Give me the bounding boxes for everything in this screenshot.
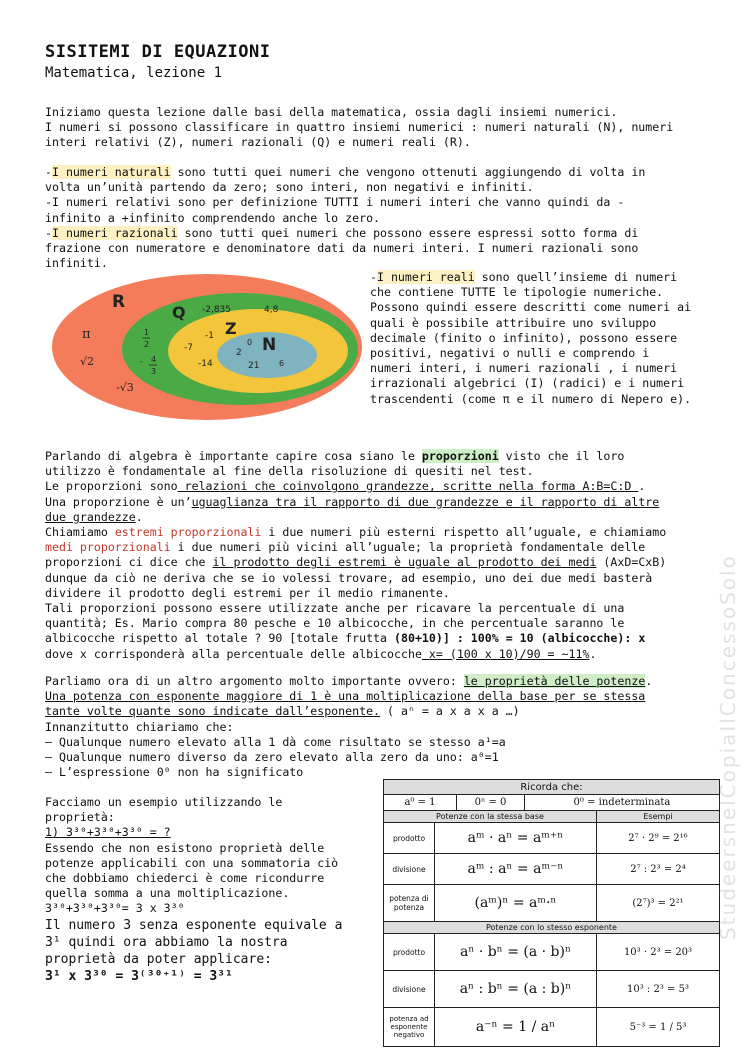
medi-term: medi proporzionali	[45, 540, 171, 555]
table-row	[384, 1008, 720, 1047]
text-line: Facciamo un esempio utilizzando le	[45, 795, 283, 809]
text: .	[589, 646, 597, 661]
intro-paragraph	[45, 105, 705, 151]
value-q: 2	[144, 340, 150, 349]
label-q: Q	[172, 303, 186, 322]
text: albicocche rispetto al totale ? 90 [totale frutta	[45, 631, 395, 646]
relativi-line-1: -I numeri relativi sono per definizione TUTTI i numeri interi che vanno quindi da -	[45, 195, 625, 210]
row-name: potenza di potenza	[384, 885, 435, 922]
value-q: 4	[151, 355, 157, 364]
reali-line: Possono quindi essere descritti come numeri ai	[370, 300, 692, 315]
value-q: 1	[144, 328, 150, 337]
proporzioni-section	[45, 449, 710, 662]
text-line	[45, 631, 710, 646]
text-line: Il numero 3 senza esponente equivale a	[45, 917, 343, 933]
value-q: 4,8	[264, 305, 279, 315]
table-row	[384, 795, 720, 811]
example: 2⁷ : 2³ = 2⁴	[597, 854, 720, 885]
ricorda-table-main	[383, 810, 720, 1047]
value-z: -14	[198, 359, 213, 369]
table-section-row	[384, 922, 720, 934]
value-q: -2,835	[202, 305, 232, 315]
formula: (aᵐ)ⁿ = aᵐ·ⁿ	[435, 885, 597, 922]
text-line	[45, 479, 710, 494]
text: visto che il loro	[498, 449, 625, 463]
bullet-text: Qualunque numero elevato alla 1 dà come risultato se stesso a¹=a	[58, 734, 506, 749]
table-title-row	[384, 780, 720, 795]
label-z: Z	[225, 319, 237, 338]
underlined-text: x= (100 x 10)/90 = ~11%	[421, 646, 590, 661]
example: 10³ : 2³ = 5³	[597, 971, 720, 1008]
intro-line: Iniziamo questa lezione dalle basi della matematica, ossia dagli insiemi numerici.	[45, 105, 618, 119]
naturali-line-1	[45, 165, 705, 180]
label-n: N	[262, 335, 277, 355]
text: .	[638, 479, 646, 494]
potenze-section	[45, 674, 710, 780]
dash: -	[45, 225, 52, 240]
dash: -	[45, 165, 52, 179]
text-line: che dobbiamo chiederci è come ricondurre	[45, 871, 325, 886]
watermark: StudeersnelCopiaIlConcessoSolo	[716, 554, 740, 940]
table-title: Ricorda che:	[384, 780, 720, 795]
bullet-text: Qualunque numero diverso da zero elevato alla zero da uno: a⁰=1	[58, 750, 499, 765]
naturali-line-2: volta un’unità partendo da zero; sono interi, non negativi e infiniti.	[45, 180, 534, 195]
value-n: 0	[247, 338, 253, 347]
text-line	[45, 540, 710, 555]
table-section: Esempi	[597, 811, 720, 823]
text-line: Tali proporzioni possono essere utilizzate anche per ricavare la percentuale di una	[45, 601, 625, 616]
text-line	[45, 704, 710, 719]
text: i due numeri più vicini all’uguale; la proprietà fondamentale delle	[170, 540, 646, 555]
definitions	[45, 165, 705, 271]
table-row	[384, 934, 720, 971]
formula: aᵐ · aⁿ = aᵐ⁺ⁿ	[435, 823, 597, 854]
text-line	[45, 449, 710, 464]
text-line: utilizzo è fondamentale al fine della risoluzione di quesiti nel test.	[45, 464, 534, 479]
reali-paragraph	[370, 270, 730, 407]
text-line: Innanzitutto chiariamo che:	[45, 719, 234, 734]
text: Le proporzioni sono	[45, 479, 178, 494]
table-row	[384, 854, 720, 885]
text: .	[645, 674, 653, 688]
bullet-text: L’espressione 0⁰ non ha significato	[58, 765, 304, 780]
text-line: 3¹ quindi ora abbiamo la nostra	[45, 934, 288, 950]
text-line: potenze applicabili con una sommatoria ciò	[45, 855, 339, 870]
text-line	[45, 689, 710, 704]
value-n: 21	[248, 361, 260, 371]
ricorda-table-wrapper	[383, 779, 720, 1047]
page-title: SISITEMI DI EQUAZIONI	[45, 42, 271, 62]
potenze-term: le proprietà delle potenze	[463, 674, 646, 688]
underlined-text: uguaglianza tra il rapporto di due grandezze e il rapporto di altre	[191, 494, 660, 509]
example: 10³ · 2³ = 20³	[597, 934, 720, 971]
text-line	[45, 555, 710, 570]
reali-line: positivi, negativi o nulli e comprendo i	[370, 346, 650, 361]
reali-text: sono quell’insieme di numeri	[474, 270, 678, 284]
formula: aᵐ : aⁿ = aᵐ⁻ⁿ	[435, 854, 597, 885]
esempio-section	[45, 795, 375, 985]
row-name: potenza ad esponente negativo	[384, 1008, 435, 1047]
underlined-text: Una potenza con esponente maggiore di 1 è una moltiplicazione della base per se stessa	[45, 689, 646, 704]
value-neg-sqrt3: -√3	[116, 381, 134, 394]
value-q: -	[140, 357, 143, 366]
text: dove x corrisponderà alla percentuale delle albicocche	[45, 646, 422, 661]
formula: aⁿ · bⁿ = (a · b)ⁿ	[435, 934, 597, 971]
bullet-item: – Qualunque numero diverso da zero elevato alla zero da uno: a⁰=1	[45, 750, 499, 765]
formula: a⁻ⁿ = 1 / aⁿ	[435, 1008, 597, 1047]
value-n: 2	[236, 348, 242, 358]
text: proporzioni ci dice che	[45, 555, 213, 570]
value-z: -1	[205, 331, 214, 341]
text: (AxD=CxB)	[596, 555, 667, 570]
value-pi: π	[82, 327, 91, 342]
table-cell: 0⁰ = indeterminata	[524, 795, 719, 811]
text: Chiamiamo	[45, 525, 115, 540]
table-cell: a⁰ = 1	[384, 795, 457, 811]
relativi-line-2: infinito a +infinito comprendendo anche lo zero.	[45, 210, 381, 225]
reali-line: trascendenti (come π e il numero di Nepero e).	[370, 391, 692, 406]
underlined-text: tante volte quante sono indicate dall’esponente.	[45, 704, 381, 719]
number-sets-diagram	[50, 272, 365, 422]
bullet-item: – Qualunque numero elevato alla 1 dà come risultato se stesso a¹=a	[45, 734, 506, 749]
razionali-line-3: infiniti.	[45, 256, 108, 271]
reali-line: irrazionali algebrici (I) (radici) e i numeri	[370, 376, 685, 391]
text-line: Essendo che non esistono proprietà delle	[45, 840, 325, 855]
row-name: prodotto	[384, 823, 435, 854]
razionali-term: I numeri razionali	[51, 225, 178, 240]
bold-text: (80+10)] : 100% = 10 (albicocche): x	[394, 631, 646, 646]
estremi-term: estremi proporzionali	[114, 525, 262, 540]
intro-line: I numeri si possono classificare in quattro insiemi numerici : numeri naturali (N), numeri	[45, 120, 674, 135]
row-name: divisione	[384, 971, 435, 1008]
text: Una proporzione è un’	[45, 494, 192, 509]
row-name: prodotto	[384, 934, 435, 971]
row-name: divisione	[384, 854, 435, 885]
reali-term: I numeri reali	[376, 270, 475, 284]
reali-line: quali è possibile attribuire uno sviluppo	[370, 315, 657, 330]
text-line: dunque da ciò ne deriva che se io volessi trovare, ad esempio, uno dei due medi basterà	[45, 570, 653, 585]
text-line: 3³⁰+3³⁰+3³⁰= 3 x 3³⁰	[45, 901, 185, 916]
text: Parliamo ora di un altro argomento molto importante ovvero:	[45, 674, 464, 688]
text-line	[45, 525, 710, 540]
text-line	[45, 647, 710, 662]
naturali-term: I numeri naturali	[51, 165, 171, 179]
razionali-line-1	[45, 226, 705, 241]
naturali-text: sono tutti quei numeri che vengono ottenuti aggiungendo di volta in	[170, 165, 646, 179]
table-section: Potenze con lo stesso esponente	[384, 922, 720, 934]
reali-line: decimale (finito o infinito), possono essere	[370, 330, 678, 345]
table-row	[384, 823, 720, 854]
page-subtitle: Matematica, lezione 1	[45, 65, 223, 81]
reali-line	[370, 270, 730, 285]
underlined-text: relazioni che coinvolgono grandezze, scritte nella forma A:B=C:D	[177, 479, 639, 494]
table-section: Potenze con la stessa base	[384, 811, 597, 823]
proporzioni-term: proporzioni	[421, 449, 499, 463]
text-line	[45, 674, 710, 689]
value-sqrt2: √2	[80, 355, 95, 368]
reali-line: che contiene TUTTE le tipologie numeriche.	[370, 285, 664, 300]
text-line: proprietà:	[45, 810, 115, 825]
example: (2⁷)³ = 2²¹	[597, 885, 720, 922]
example: 5⁻³ = 1 / 5³	[597, 1008, 720, 1047]
value-n: 6	[279, 359, 285, 368]
underlined-text: due grandezze	[45, 509, 136, 524]
razionali-line-2: frazione con numeratore e denominatore dati da numeri interi. I numeri razionali sono	[45, 241, 639, 256]
text-line: dividere il prodotto degli estremi per il medio rimanente.	[45, 585, 450, 600]
text: i due numeri più esterni rispetto all’uguale, e chiamiamo	[261, 525, 667, 540]
underlined-text: il prodotto degli estremi è uguale al prodotto dei medi	[212, 555, 597, 570]
table-cell: 0ⁿ = 0	[457, 795, 525, 811]
text-line: 1) 3³⁰+3³⁰+3³⁰ = ?	[45, 825, 171, 840]
text-line: quella somma a una moltiplicazione.	[45, 886, 290, 901]
table-section-row	[384, 811, 720, 823]
razionali-text: sono tutti quei numeri che possono essere espressi sotto forma di	[177, 225, 639, 240]
value-z: -7	[184, 343, 193, 353]
text-line	[45, 510, 710, 525]
reali-line: numeri interi, i numeri razionali , i numeri	[370, 361, 678, 376]
text-line	[45, 495, 710, 510]
text-line: quantità; Es. Mario compra 80 pesche e 10 albicocche, in che percentuale saranno le	[45, 616, 625, 631]
text: .	[135, 509, 143, 524]
table-row	[384, 885, 720, 922]
example: 2⁷ · 2⁹ = 2¹⁶	[597, 823, 720, 854]
bullet-item: – L’espressione 0⁰ non ha significato	[45, 765, 304, 780]
dash: -	[370, 270, 377, 284]
text: ( aⁿ = a x a x a …)	[380, 704, 520, 719]
label-r: R	[112, 292, 126, 312]
text-line: proprietà da poter applicare:	[45, 951, 272, 967]
ricorda-table	[383, 779, 720, 811]
text-line: 3¹ x 3³⁰ = 3⁽³⁰⁺¹⁾ = 3³¹	[45, 968, 233, 984]
intro-line: interi relativi (Z), numeri razionali (Q) e numeri reali (R).	[45, 135, 471, 150]
formula: aⁿ : bⁿ = (a : b)ⁿ	[435, 971, 597, 1008]
table-row	[384, 971, 720, 1008]
text: Parlando di algebra è importante capire cosa siano le	[45, 449, 422, 463]
value-q: 3	[151, 367, 157, 376]
